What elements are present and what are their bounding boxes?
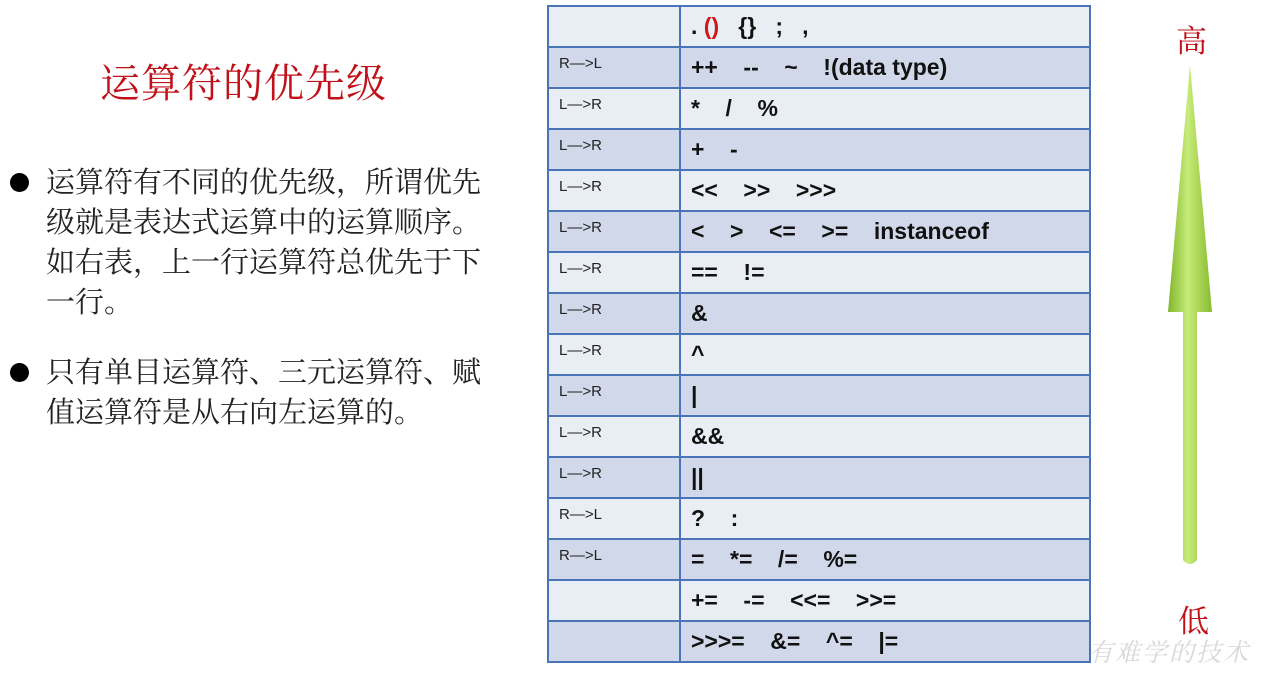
operators-text: {} ; , <box>719 13 809 39</box>
assoc-cell <box>548 580 680 621</box>
assoc-text <box>559 7 679 14</box>
table-row <box>548 293 1090 334</box>
bullet-text: 只有单目运算符、三元运算符、赋值运算符是从右向左运算的。 <box>46 355 482 429</box>
table-row <box>548 129 1090 170</box>
table-row <box>548 47 1090 88</box>
operators-cell: & <box>680 293 1090 334</box>
table-row <box>548 252 1090 293</box>
assoc-text: L—>R <box>559 96 602 113</box>
up-arrow-icon <box>1150 20 1230 640</box>
assoc-cell <box>548 498 680 539</box>
assoc-cell <box>548 334 680 375</box>
assoc-text <box>559 622 679 629</box>
assoc-cell <box>548 457 680 498</box>
assoc-text: L—>R <box>559 465 602 482</box>
assoc-text: L—>R <box>559 424 602 441</box>
bullet-list <box>8 162 508 462</box>
assoc-cell <box>548 416 680 457</box>
table-row <box>548 88 1090 129</box>
operators-cell: >>>= &= ^= |= <box>680 621 1090 662</box>
operators-cell: ++ -- ~ !(data type) <box>680 47 1090 88</box>
table-row <box>548 539 1090 580</box>
high-label: 高 <box>1176 24 1207 60</box>
assoc-text: R—>L <box>559 55 602 72</box>
operators-cell: << >> >>> <box>680 170 1090 211</box>
operators-cell <box>680 6 1090 47</box>
assoc-cell <box>548 211 680 252</box>
assoc-cell <box>548 88 680 129</box>
assoc-text: L—>R <box>559 178 602 195</box>
bullet-text: 运算符有不同的优先级，所谓优先级就是表达式运算中的运算顺序。如右表，上一行运算符总优先于下一行。 <box>46 165 482 319</box>
assoc-text: R—>L <box>559 547 602 564</box>
assoc-cell <box>548 6 680 47</box>
assoc-cell <box>548 621 680 662</box>
assoc-cell <box>548 252 680 293</box>
table-row <box>548 170 1090 211</box>
operators-cell: || <box>680 457 1090 498</box>
slide-title: 运算符的优先级 <box>100 61 387 107</box>
operators-cell: | <box>680 375 1090 416</box>
assoc-text <box>559 581 679 588</box>
operators-cell: ^ <box>680 334 1090 375</box>
assoc-cell <box>548 539 680 580</box>
precedence-table <box>547 5 1091 663</box>
operators-parens-text: () <box>703 13 720 39</box>
low-label: 低 <box>1178 604 1209 640</box>
table-row <box>548 580 1090 621</box>
operators-cell: < > <= >= instanceof <box>680 211 1090 252</box>
assoc-cell <box>548 129 680 170</box>
operators-cell: == != <box>680 252 1090 293</box>
assoc-text: L—>R <box>559 260 602 277</box>
assoc-cell <box>548 375 680 416</box>
assoc-text: L—>R <box>559 342 602 359</box>
table-row <box>548 498 1090 539</box>
watermark: 有难学的技术 <box>1088 638 1251 667</box>
operators-cell: ? : <box>680 498 1090 539</box>
bullet-dot-icon <box>10 173 29 192</box>
assoc-text: L—>R <box>559 219 602 236</box>
table-row <box>548 457 1090 498</box>
operators-cell: + - <box>680 129 1090 170</box>
assoc-cell <box>548 170 680 211</box>
bullet-item <box>8 162 508 322</box>
table-row <box>548 334 1090 375</box>
table-row <box>548 621 1090 662</box>
table-row <box>548 6 1090 47</box>
assoc-text: L—>R <box>559 137 602 154</box>
assoc-text: R—>L <box>559 506 602 523</box>
bullet-dot-icon <box>10 363 29 382</box>
operators-cell: += -= <<= >>= <box>680 580 1090 621</box>
assoc-cell <box>548 293 680 334</box>
operators-cell: * / % <box>680 88 1090 129</box>
table-row <box>548 211 1090 252</box>
operators-cell: = *= /= %= <box>680 539 1090 580</box>
operators-cell: && <box>680 416 1090 457</box>
table-row <box>548 375 1090 416</box>
operators-text: . <box>691 13 704 39</box>
assoc-text: L—>R <box>559 383 602 400</box>
bullet-item <box>8 352 508 432</box>
table-row <box>548 416 1090 457</box>
assoc-cell <box>548 47 680 88</box>
assoc-text: L—>R <box>559 301 602 318</box>
